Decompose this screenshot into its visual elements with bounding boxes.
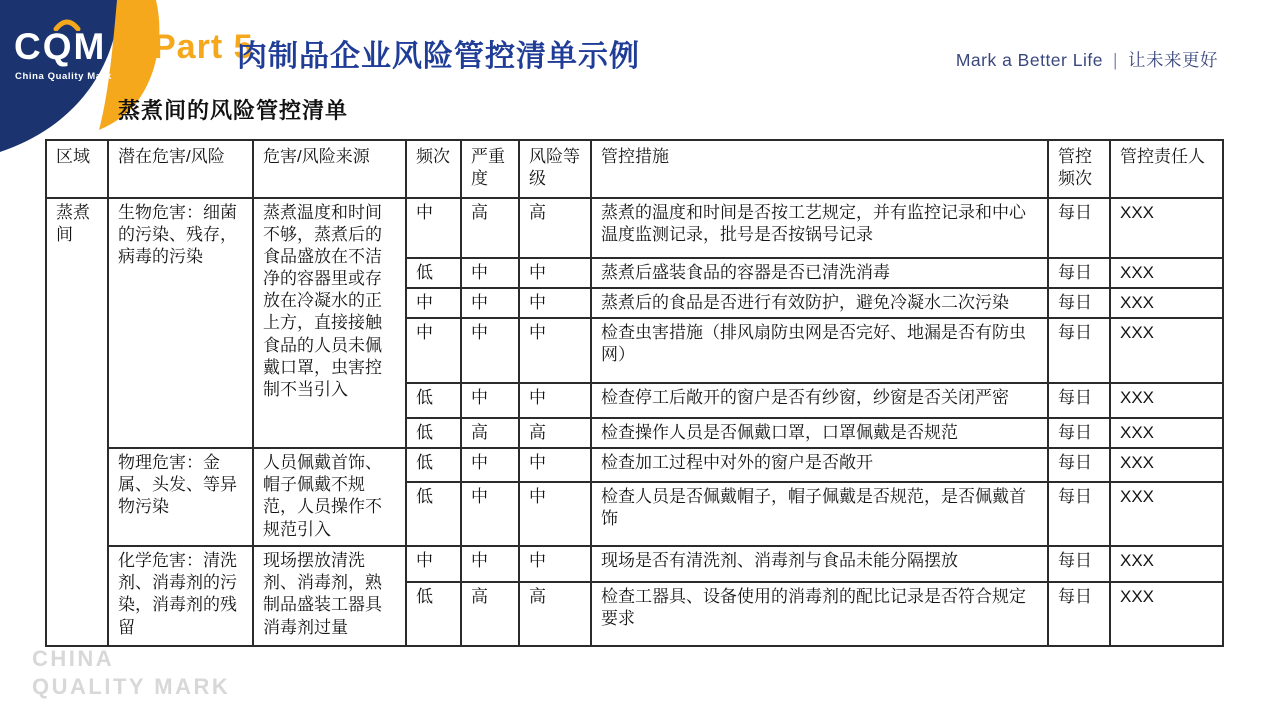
table-row — [46, 546, 1223, 582]
brand-tagline — [956, 47, 1218, 72]
measure-cell: 检查虫害措施（排风扇防虫网是否完好、地漏是否有防虫网） — [591, 318, 1048, 383]
tagline-cn: 让未来更好 — [1128, 50, 1218, 70]
severity-cell: 中 — [461, 482, 519, 546]
risk-table — [45, 139, 1224, 647]
frequency-cell: 中 — [406, 288, 461, 318]
owner-cell: XXX — [1110, 198, 1223, 258]
owner-cell: XXX — [1110, 318, 1223, 383]
column-header: 管控措施 — [591, 140, 1048, 198]
area-cell: 蒸煮间 — [46, 198, 108, 646]
risk-level-cell: 中 — [519, 546, 591, 582]
severity-cell: 高 — [461, 418, 519, 448]
column-header: 严重度 — [461, 140, 519, 198]
column-header: 区域 — [46, 140, 108, 198]
owner-cell: XXX — [1110, 258, 1223, 288]
column-header: 潜在危害/风险 — [108, 140, 253, 198]
control-frequency-cell: 每日 — [1048, 198, 1110, 258]
header-row — [46, 140, 1223, 198]
measure-cell: 检查加工过程中对外的窗户是否敞开 — [591, 448, 1048, 482]
measure-cell: 现场是否有清洗剂、消毒剂与食品未能分隔摆放 — [591, 546, 1048, 582]
column-header: 频次 — [406, 140, 461, 198]
tagline-en: Mark a Better Life — [955, 50, 1103, 70]
frequency-cell: 低 — [406, 582, 461, 646]
control-frequency-cell: 每日 — [1048, 418, 1110, 448]
column-header: 管控责任人 — [1110, 140, 1223, 198]
measure-cell: 蒸煮的温度和时间是否按工艺规定，并有监控记录和中心温度监测记录，批号是否按锅号记录 — [591, 198, 1048, 258]
severity-cell: 中 — [461, 383, 519, 418]
control-frequency-cell: 每日 — [1048, 318, 1110, 383]
column-header: 危害/风险来源 — [253, 140, 406, 198]
risk-level-cell: 中 — [519, 448, 591, 482]
risk-level-cell: 高 — [519, 418, 591, 448]
source-cell: 人员佩戴首饰、帽子佩戴不规范，人员操作不规范引入 — [253, 448, 406, 546]
severity-cell: 中 — [461, 258, 519, 288]
owner-cell: XXX — [1110, 288, 1223, 318]
logo-subtext: China Quality Mark — [15, 71, 112, 82]
table-row — [46, 198, 1223, 258]
page-title: 肉制品企业风险管控清单示例 — [237, 40, 640, 73]
watermark-line1: CHINA — [32, 646, 115, 671]
severity-cell: 中 — [461, 288, 519, 318]
control-frequency-cell: 每日 — [1048, 288, 1110, 318]
hazard-cell: 化学危害：清洗剂、消毒剂的污染，消毒剂的残留 — [108, 546, 253, 646]
measure-cell: 检查人员是否佩戴帽子，帽子佩戴是否规范，是否佩戴首饰 — [591, 482, 1048, 546]
table-subtitle: 蒸煮间的风险管控清单 — [118, 98, 349, 124]
control-frequency-cell: 每日 — [1048, 482, 1110, 546]
owner-cell: XXX — [1110, 582, 1223, 646]
frequency-cell: 低 — [406, 482, 461, 546]
risk-level-cell: 中 — [519, 258, 591, 288]
risk-level-cell: 高 — [519, 198, 591, 258]
owner-cell: XXX — [1110, 418, 1223, 448]
frequency-cell: 低 — [406, 448, 461, 482]
column-header: 风险等级 — [519, 140, 591, 198]
tagline-divider: | — [1112, 50, 1118, 70]
hazard-cell: 物理危害：金属、头发、等异物污染 — [108, 448, 253, 546]
measure-cell: 蒸煮后盛装食品的容器是否已清洗消毒 — [591, 258, 1048, 288]
control-frequency-cell: 每日 — [1048, 448, 1110, 482]
risk-level-cell: 中 — [519, 288, 591, 318]
frequency-cell: 低 — [406, 258, 461, 288]
control-frequency-cell: 每日 — [1048, 258, 1110, 288]
table-row — [46, 448, 1223, 482]
risk-level-cell: 中 — [519, 383, 591, 418]
owner-cell: XXX — [1110, 383, 1223, 418]
severity-cell: 中 — [461, 448, 519, 482]
frequency-cell: 低 — [406, 383, 461, 418]
risk-level-cell: 中 — [519, 482, 591, 546]
logo-text: CQM — [14, 26, 107, 67]
owner-cell: XXX — [1110, 482, 1223, 546]
measure-cell: 检查停工后敞开的窗户是否有纱窗，纱窗是否关闭严密 — [591, 383, 1048, 418]
watermark — [32, 645, 230, 701]
measure-cell: 检查工器具、设备使用的消毒剂的配比记录是否符合规定要求 — [591, 582, 1048, 646]
frequency-cell: 中 — [406, 546, 461, 582]
part-label: Part 5 — [153, 28, 254, 66]
measure-cell: 检查操作人员是否佩戴口罩，口罩佩戴是否规范 — [591, 418, 1048, 448]
severity-cell: 中 — [461, 546, 519, 582]
hazard-cell: 生物危害：细菌的污染、残存，病毒的污染 — [108, 198, 253, 448]
watermark-line2: QUALITY MARK — [32, 674, 231, 699]
frequency-cell: 中 — [406, 198, 461, 258]
frequency-cell: 低 — [406, 418, 461, 448]
owner-cell: XXX — [1110, 448, 1223, 482]
severity-cell: 中 — [461, 318, 519, 383]
control-frequency-cell: 每日 — [1048, 546, 1110, 582]
risk-level-cell: 高 — [519, 582, 591, 646]
risk-level-cell: 中 — [519, 318, 591, 383]
owner-cell: XXX — [1110, 546, 1223, 582]
frequency-cell: 中 — [406, 318, 461, 383]
source-cell: 现场摆放清洗剂、消毒剂，熟制品盛装工器具消毒剂过量 — [253, 546, 406, 646]
severity-cell: 高 — [461, 582, 519, 646]
measure-cell: 蒸煮后的食品是否进行有效防护，避免冷凝水二次污染 — [591, 288, 1048, 318]
control-frequency-cell: 每日 — [1048, 383, 1110, 418]
source-cell: 蒸煮温度和时间不够，蒸煮后的食品盛放在不洁净的容器里或存放在冷凝水的正上方，直接接触食品的人员未佩戴口罩，虫害控制不当引入 — [253, 198, 406, 448]
column-header: 管控频次 — [1048, 140, 1110, 198]
severity-cell: 高 — [461, 198, 519, 258]
control-frequency-cell: 每日 — [1048, 582, 1110, 646]
